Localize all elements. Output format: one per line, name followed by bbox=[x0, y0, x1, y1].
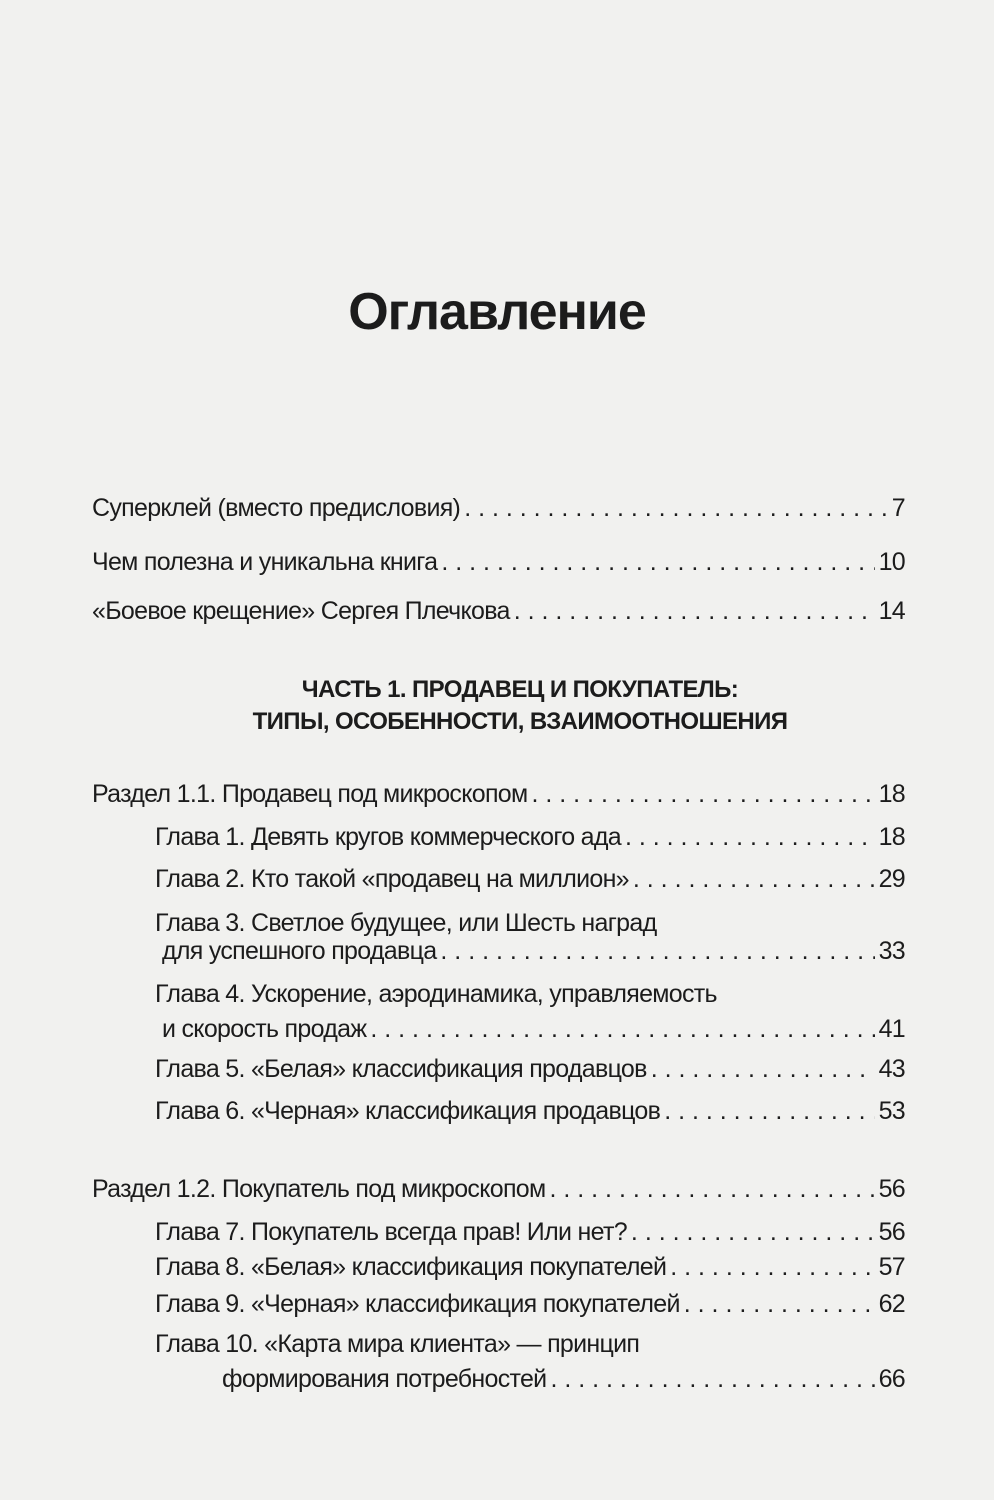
page-number: 14 bbox=[878, 597, 905, 625]
entry-label: Глава 5. «Белая» классификация продавцов bbox=[155, 1055, 647, 1083]
entry-label: Чем полезна и уникальна книга bbox=[92, 548, 438, 576]
toc-entry[interactable] bbox=[92, 595, 905, 627]
page-number: 33 bbox=[878, 937, 905, 965]
entry-label: Глава 8. «Белая» классификация покупателей bbox=[155, 1253, 667, 1281]
toc-chapter[interactable] bbox=[155, 863, 905, 895]
part-heading-line2: ТИПЫ, ОСОБЕННОСТИ, ВЗАИМООТНОШЕНИЯ bbox=[252, 708, 788, 735]
page-number: 56 bbox=[878, 1175, 905, 1203]
dot-leader bbox=[670, 1251, 874, 1283]
entry-label[interactable]: Глава 3. Светлое будущее, или Шесть наград bbox=[155, 909, 657, 937]
page-number: 10 bbox=[878, 548, 905, 576]
entry-label: Глава 9. «Черная» классификация покупателей bbox=[155, 1290, 680, 1318]
entry-label: Глава 7. Покупатель всегда прав! Или нет? bbox=[155, 1218, 627, 1246]
dot-leader bbox=[370, 1013, 874, 1045]
entry-label: Раздел 1.1. Продавец под микроскопом bbox=[92, 780, 528, 808]
entry-label-continued: для успешного продавца bbox=[162, 937, 437, 965]
entry-label: Глава 1. Девять кругов коммерческого ада bbox=[155, 823, 621, 851]
page-number: 7 bbox=[891, 494, 905, 522]
entry-label: Суперклей (вместо предисловия) bbox=[92, 494, 461, 522]
toc-chapter[interactable] bbox=[222, 1363, 905, 1395]
dot-leader bbox=[651, 1053, 875, 1085]
dot-leader bbox=[531, 778, 874, 810]
page-number: 56 bbox=[878, 1218, 905, 1246]
page-number: 18 bbox=[878, 780, 905, 808]
entry-label[interactable]: Глава 4. Ускорение, аэродинамика, управляемость bbox=[155, 980, 717, 1008]
toc-chapter[interactable] bbox=[155, 1053, 905, 1085]
part-heading bbox=[0, 674, 994, 738]
dot-leader bbox=[684, 1288, 875, 1320]
entry-label: «Боевое крещение» Сергея Плечкова bbox=[92, 597, 510, 625]
dot-leader bbox=[550, 1363, 874, 1395]
page-title: Оглавление bbox=[348, 283, 646, 341]
toc-chapter[interactable] bbox=[155, 821, 905, 853]
dot-leader bbox=[464, 492, 888, 524]
toc-chapter[interactable] bbox=[155, 1095, 905, 1127]
dot-leader bbox=[549, 1173, 874, 1205]
dot-leader bbox=[664, 1095, 874, 1127]
dot-leader bbox=[441, 546, 874, 578]
entry-label: Глава 2. Кто такой «продавец на миллион» bbox=[155, 865, 629, 893]
page-number: 29 bbox=[878, 865, 905, 893]
page-number: 62 bbox=[878, 1290, 905, 1318]
toc-section[interactable] bbox=[92, 1173, 905, 1205]
dot-leader bbox=[625, 821, 875, 853]
toc-entry[interactable] bbox=[92, 546, 905, 578]
dot-leader bbox=[633, 863, 875, 895]
toc-chapter[interactable] bbox=[155, 1288, 905, 1320]
entry-label-continued: и скорость продаж bbox=[162, 1015, 367, 1043]
page-number: 53 bbox=[878, 1097, 905, 1125]
entry-label: Глава 6. «Черная» классификация продавцов bbox=[155, 1097, 661, 1125]
toc-entry[interactable] bbox=[92, 492, 905, 524]
page-number: 41 bbox=[878, 1015, 905, 1043]
page-number: 43 bbox=[878, 1055, 905, 1083]
toc-chapter[interactable] bbox=[162, 935, 905, 967]
dot-leader bbox=[440, 935, 874, 967]
page-number: 18 bbox=[878, 823, 905, 851]
entry-label[interactable]: Глава 10. «Карта мира клиента» — принцип bbox=[155, 1330, 640, 1358]
page-number: 66 bbox=[878, 1365, 905, 1393]
part-heading-line1: ЧАСТЬ 1. ПРОДАВЕЦ И ПОКУПАТЕЛЬ: bbox=[301, 676, 739, 703]
entry-label-continued: формирования потребностей bbox=[222, 1365, 547, 1393]
toc-chapter[interactable] bbox=[155, 1251, 905, 1283]
toc-section[interactable] bbox=[92, 778, 905, 810]
dot-leader bbox=[631, 1216, 875, 1248]
entry-label: Раздел 1.2. Покупатель под микроскопом bbox=[92, 1175, 546, 1203]
page-number: 57 bbox=[878, 1253, 905, 1281]
toc-chapter[interactable] bbox=[162, 1013, 905, 1045]
toc-chapter[interactable] bbox=[155, 1216, 905, 1248]
dot-leader bbox=[514, 595, 875, 627]
